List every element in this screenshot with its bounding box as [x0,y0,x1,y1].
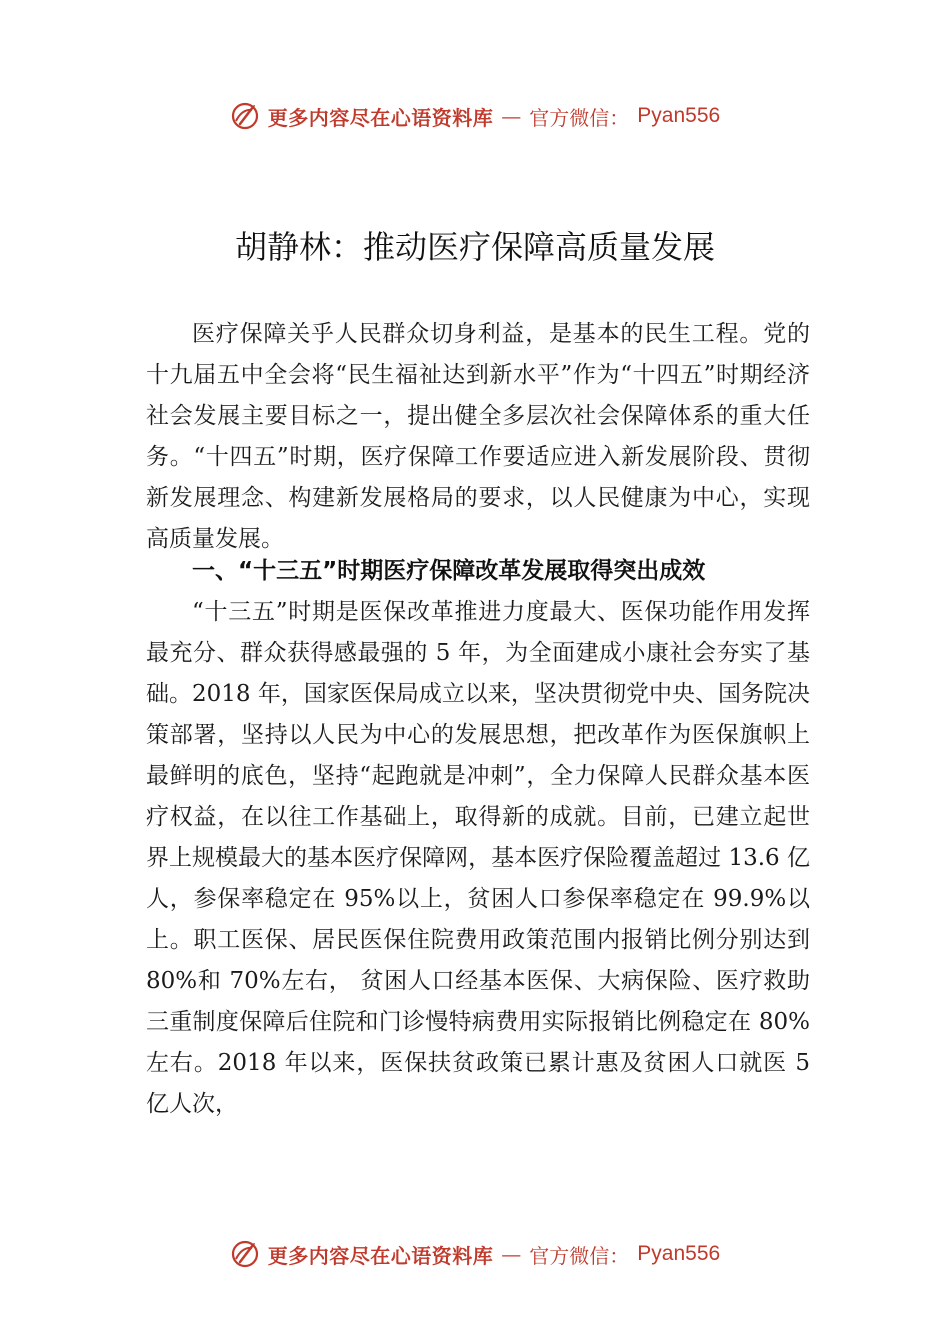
banner-brand-text: 更多内容尽在心语资料库 [267,1243,494,1268]
banner-wechat-label: 官方微信： [529,105,630,130]
banner-brand-text: 更多内容尽在心语资料库 [267,105,494,130]
body-paragraph-1: 医疗保障关乎人民群众切身利益，是基本的民生工程。党的十九届五中全会将“民生福祉达到新水平”作为“十四五”时期经济社会发展主要目标之一，提出健全多层次社会保障体系的重大任务。“十四五”时期，医疗保障工作要适应进入新发展阶段、贯彻新发展理念、构建新发展格局的要求，以人民健康为中心，实现高质量发展。 [146,321,810,552]
document-title: 胡静林：推动医疗保障高质量发展 [234,228,715,266]
pen-swirl-logo-icon [230,101,260,131]
pen-swirl-logo-icon [230,1239,260,1269]
banner-separator: — [501,1242,522,1266]
banner-wechat-label: 官方微信： [529,1243,630,1268]
banner-wechat-id: Pyan556 [637,1242,721,1265]
banner-separator: — [501,104,522,128]
banner-wechat-id: Pyan556 [637,104,721,127]
body-paragraph-2: “十三五”时期是医保改革推进力度最大、医保功能作用发挥最充分、群众获得感最强的 5 年，为全面建成小康社会夯实了基础。2018 年，国家医保局成立以来，坚决贯彻党中央、国务院决策部署，坚持以人民为中心的发展思想，把改革作为医保旗帜上最鲜明的底色，坚持“起跑就是冲刺”，全力保障人民群众基本医疗权益，在以往工作基础上，取得新的成就。目前，已建立起世界上规模最大的基本医疗保障网，基本医疗保险覆盖超过 13.6 亿人，参保率稳定在 95%以上，贫困人口参保率稳定在 99.9%以上。职工医保、居民医保住院费用政策范围内报销比例分别达到 80%和 70%左右， 贫困人口经基本医保、大病保险、医疗救助三重制度保障后住院和门诊慢特病费用实际报销比例稳定在 80%左右。2018 年以来，医保扶贫政策已累计惠及贫困人口就医 5 亿人次， [146,599,810,1117]
footer-watermark-banner [0,1234,950,1274]
section-heading: 一、“十三五”时期医疗保障改革发展取得突出成效 [192,558,706,584]
header-watermark-banner [0,96,950,136]
